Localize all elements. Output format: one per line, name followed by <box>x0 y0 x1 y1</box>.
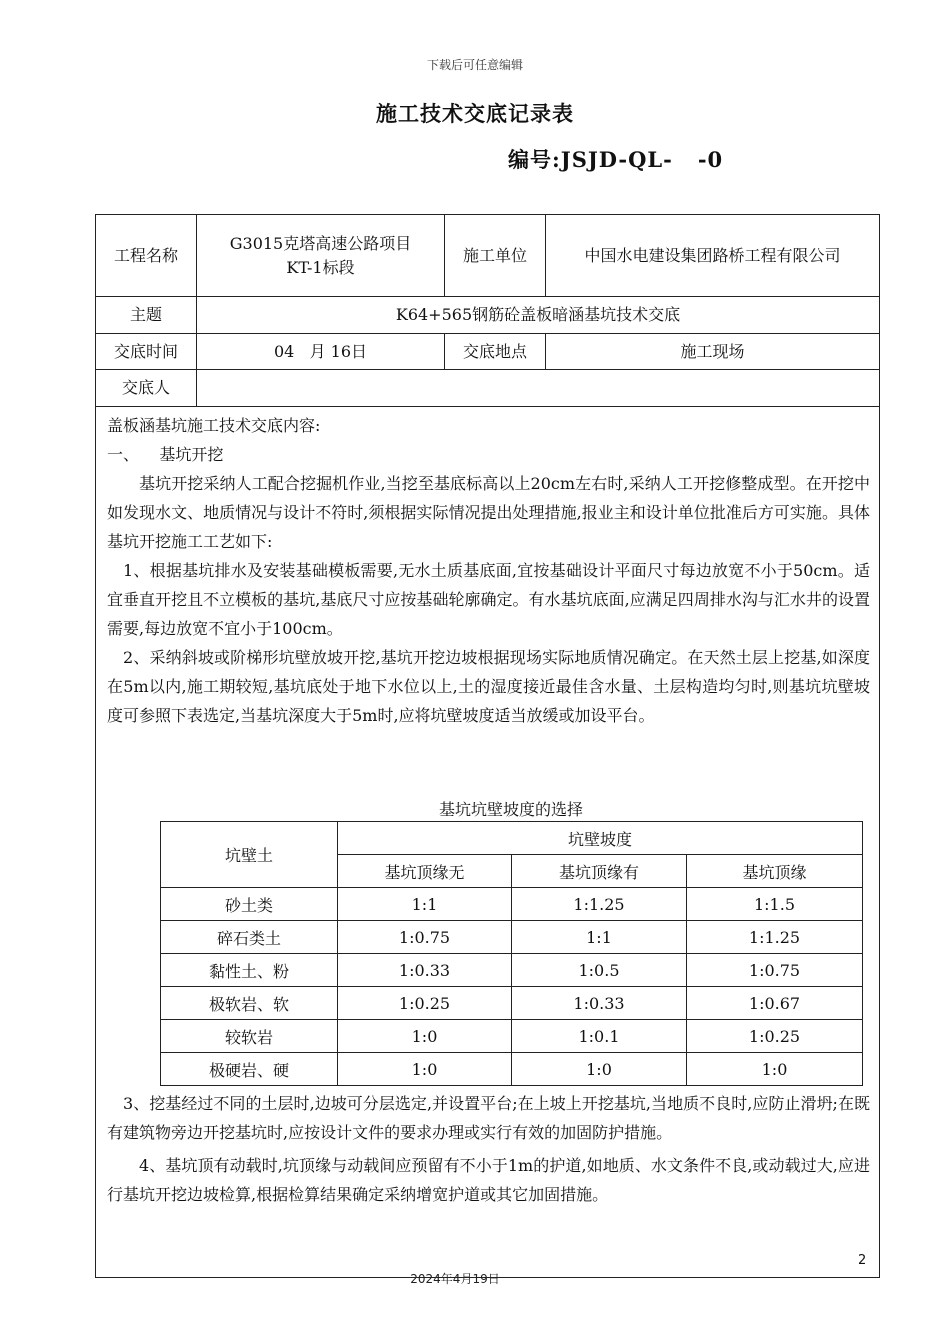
briefer-value <box>197 370 879 406</box>
paragraph: 2、采纳斜坡或阶梯形坑壁放坡开挖,基坑开挖边坡根据现场实际地质情况确定。在天然土层上挖基,如深度在5m以内,施工期较短,基坑底处于地下水位以上,土的湿度接近最佳含水量、土层构造均匀时,则基坑坑壁坡度可参照下表选定,当基坑深度大于5m时,应将坑壁坡度适当放缓或加设平台。 <box>107 648 870 725</box>
content-intro: 盖板涵基坑施工技术交底内容: <box>107 416 321 435</box>
slope-cell: 1:1 <box>512 921 687 954</box>
section-heading: 一、 基坑开挖 <box>107 445 224 464</box>
slope-cell: 1:0.33 <box>338 954 512 987</box>
slope-cell: 1:1.5 <box>687 888 863 921</box>
subheader-cell: 基坑顶缘无 <box>338 855 512 888</box>
slope-cell: 1:0.67 <box>687 987 863 1020</box>
subheader-cell: 基坑顶缘有 <box>512 855 687 888</box>
slope-cell: 1:0.33 <box>512 987 687 1020</box>
slope-cell: 1:0.75 <box>687 954 863 987</box>
briefing-time-value: 04 月 16日 <box>273 341 368 361</box>
page-title: 施工技术交底记录表 <box>376 101 574 126</box>
column-header-soil: 坑壁土 <box>161 822 338 888</box>
project-name-line1: G3015克塔高速公路项目 <box>229 233 412 253</box>
table-row <box>161 921 863 954</box>
table-row <box>161 1020 863 1053</box>
table-row <box>161 987 863 1020</box>
content-upper <box>107 411 870 730</box>
briefing-time-label: 交底时间 <box>113 341 178 361</box>
paragraph: 3、挖基经过不同的土层时,边坡可分层选定,并设置平台;在上坡上开挖基坑,当地质不良时,应防止滑坍;在既有建筑物旁边开挖基坑时,应按设计文件的要求办理或实行有效的加固防护措施。 <box>107 1094 870 1142</box>
subject-label: 主题 <box>129 305 162 324</box>
table-row <box>161 954 863 987</box>
soil-cell: 黏性土、粉 <box>161 954 338 987</box>
column-header-slope: 坑壁坡度 <box>338 822 863 855</box>
slope-cell: 1:0.1 <box>512 1020 687 1053</box>
slope-cell: 1:0.25 <box>687 1020 863 1053</box>
slope-cell: 1:1.25 <box>687 921 863 954</box>
document-number: 编号:JSJD-QL- -0 <box>508 147 724 172</box>
subject-value: K64+565钢筋砼盖板暗涵基坑技术交底 <box>395 305 681 324</box>
slope-cell: 1:1 <box>338 888 512 921</box>
slope-cell: 1:0 <box>512 1053 687 1086</box>
slope-cell: 1:0.25 <box>338 987 512 1020</box>
briefing-place-value: 施工现场 <box>680 341 745 361</box>
briefing-place-label: 交底地点 <box>462 341 527 361</box>
table-header-row <box>161 822 863 855</box>
construction-unit-label: 施工单位 <box>462 245 527 265</box>
soil-cell: 极硬岩、硬 <box>161 1053 338 1086</box>
row-divider <box>95 406 880 407</box>
subheader-cell: 基坑顶缘 <box>687 855 863 888</box>
slope-cell: 1:0 <box>687 1053 863 1086</box>
soil-cell: 较软岩 <box>161 1020 338 1053</box>
slope-table <box>160 821 863 1086</box>
slope-cell: 1:1.25 <box>512 888 687 921</box>
project-name-line2: KT-1标段 <box>286 257 355 277</box>
table-caption: 基坑坑壁坡度的选择 <box>438 800 583 819</box>
paragraph: 基坑开挖采纳人工配合挖掘机作业,当挖至基底标高以上20cm左右时,采纳人工开挖修整成型。在开挖中如发现水文、地质情况与设计不符时,须根据实际情况提出处理措施,报业主和设计单位批准后方可实施。具体基坑开挖施工工艺如下: <box>107 474 870 551</box>
project-name-value <box>197 215 444 296</box>
content-lower <box>107 1089 870 1209</box>
paragraph: 4、基坑顶有动载时,坑顶缘与动载间应预留有不小于1m的护道,如地质、水文条件不良,或动载过大,应进行基坑开挖边坡检算,根据检算结果确定采纳增宽护道或其它加固措施。 <box>107 1156 870 1204</box>
footer-date: 2024年4月19日 <box>410 1272 500 1286</box>
header-note: 下载后可任意编辑 <box>426 58 523 72</box>
soil-cell: 极软岩、软 <box>161 987 338 1020</box>
project-name-label: 工程名称 <box>113 245 178 265</box>
table-row <box>161 888 863 921</box>
soil-cell: 砂土类 <box>161 888 338 921</box>
slope-cell: 1:0.5 <box>512 954 687 987</box>
slope-cell: 1:0 <box>338 1020 512 1053</box>
soil-cell: 碎石类土 <box>161 921 338 954</box>
briefer-label: 交底人 <box>121 378 170 397</box>
slope-cell: 1:0 <box>338 1053 512 1086</box>
page-number: 2 <box>858 1253 867 1268</box>
construction-unit-value: 中国水电建设集团路桥工程有限公司 <box>584 245 841 265</box>
table-row <box>161 1053 863 1086</box>
paragraph: 1、根据基坑排水及安装基础模板需要,无水土质基底面,宜按基础设计平面尺寸每边放宽不小于50cm。适宜垂直开挖且不立模板的基坑,基底尺寸应按基础轮廓确定。有水基坑底面,应满足四周排水沟与汇水井的设置需要,每边放宽不宜小于100cm。 <box>107 561 870 638</box>
slope-cell: 1:0.75 <box>338 921 512 954</box>
